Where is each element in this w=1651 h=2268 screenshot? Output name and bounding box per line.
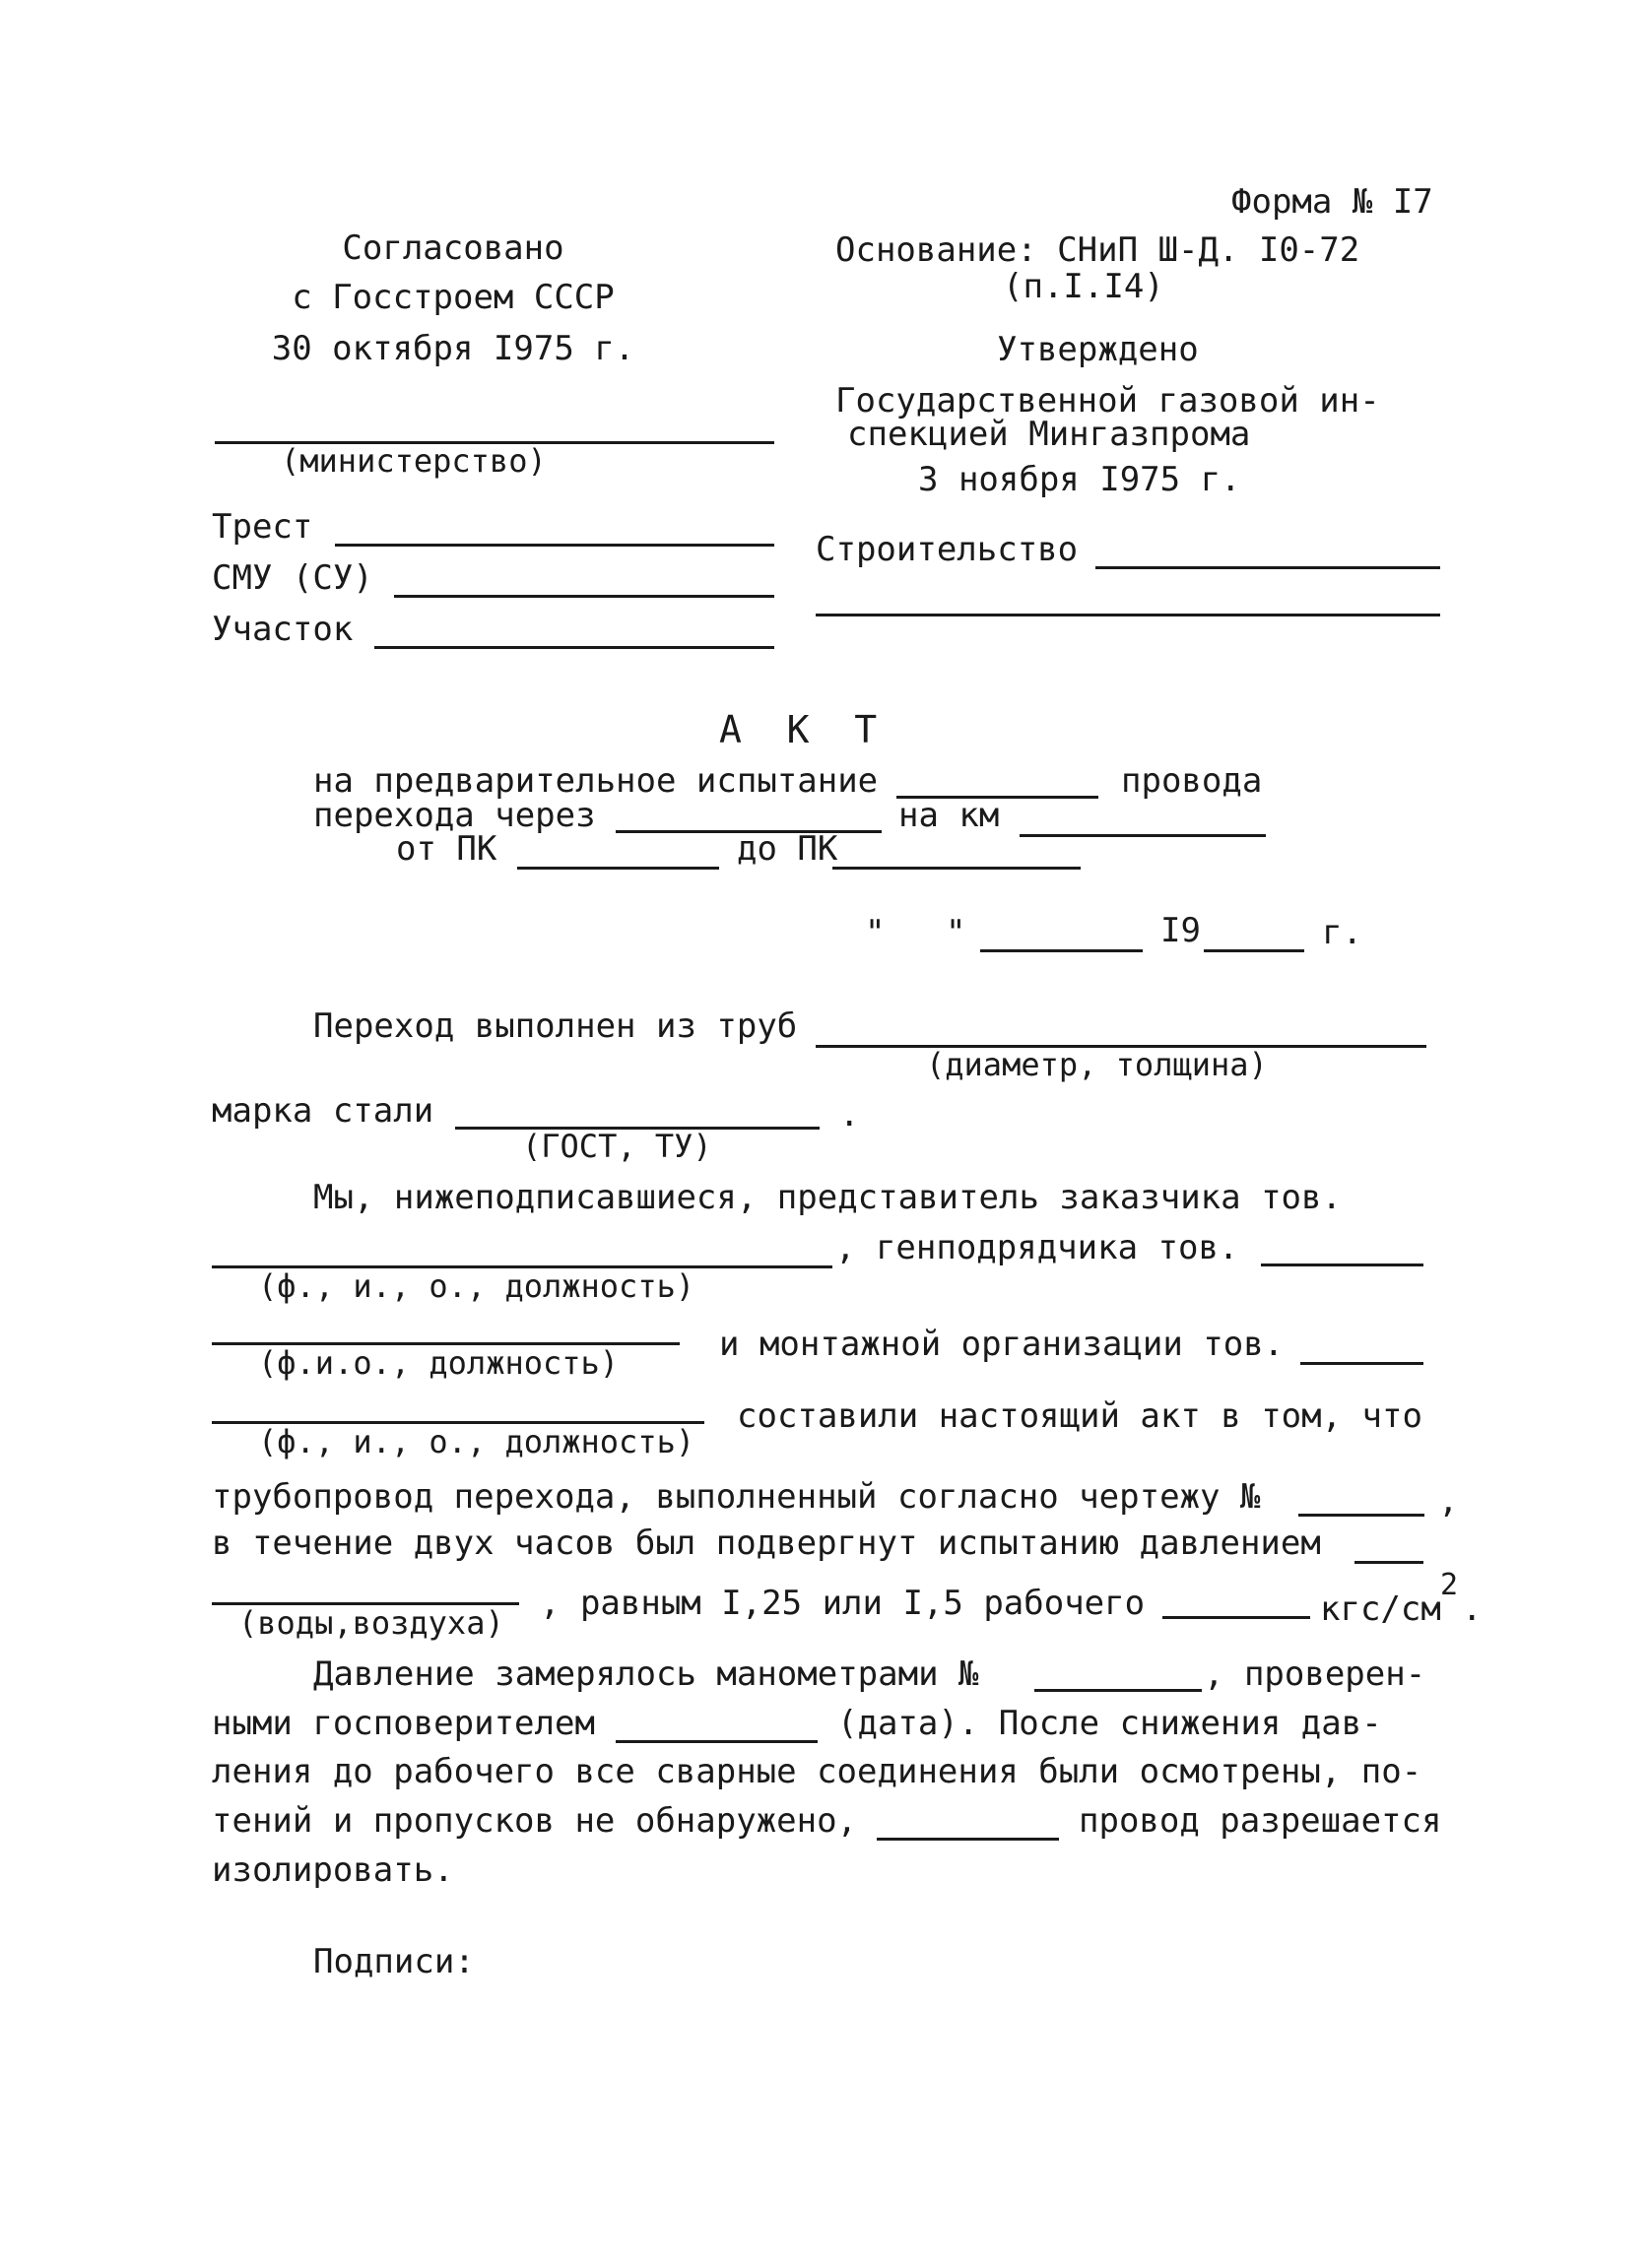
pressure-test-text: в течение двух часов был подвергнут испытанию давлением [212, 1523, 1321, 1563]
fio-caption-2: (ф.и.о., должность) [258, 1344, 620, 1382]
installer-rep-field[interactable] [1300, 1362, 1423, 1365]
drawing-text: трубопровод перехода, выполненный согласно чертежу № [212, 1477, 1261, 1517]
water-air-caption: (воды,воздуха) [238, 1604, 504, 1642]
construction-label: Строительство [816, 530, 1079, 569]
pk-to-label: до ПК [737, 829, 838, 869]
gost-caption: (ГОСТ, ТУ) [522, 1128, 712, 1165]
ministry-caption: (министерство) [281, 442, 547, 480]
pressure-unit: кгс/см [1320, 1589, 1441, 1629]
smu-label: СМУ (СУ) [212, 558, 373, 598]
pressure-medium-field[interactable] [1354, 1561, 1423, 1564]
insulate-text: изолировать. [212, 1850, 454, 1890]
trust-field[interactable] [335, 544, 774, 547]
fio-caption-3: (ф., и., о., должность) [258, 1423, 695, 1460]
act-line2-text: перехода через [313, 796, 596, 835]
approved-authority-line1: Государственной газовой ин- [835, 381, 1380, 421]
verifier-text-end: (дата). После снижения дав- [837, 1704, 1382, 1743]
pressure-unit-dot: . [1462, 1589, 1483, 1629]
date-open-quote: " [865, 913, 886, 952]
smu-field[interactable] [394, 595, 774, 598]
act-title: А К Т [719, 708, 878, 751]
pressure-unit-superscript: 2 [1440, 1568, 1459, 1602]
contractor-rep-field[interactable] [1261, 1264, 1423, 1266]
pipe-text: Переход выполнен из труб [313, 1006, 798, 1046]
manometer-text-end: , проверен- [1204, 1654, 1426, 1694]
km-field[interactable] [1020, 834, 1266, 837]
section-label: Участок [212, 610, 354, 649]
approval-authority: с Госстроем СССР [292, 278, 615, 317]
steel-grade-dot: . [839, 1095, 860, 1134]
date-day-month-field[interactable] [980, 949, 1143, 952]
approved-date: 3 ноября I975 г. [918, 460, 1241, 499]
signatures-label: Подписи: [313, 1942, 475, 1981]
basis-clause: (п.I.I4) [1003, 267, 1164, 306]
approved-authority-line2: спекцией Мингазпрома [847, 415, 1251, 454]
date-year-prefix: I9 [1160, 911, 1201, 950]
steel-grade-label: марка стали [212, 1091, 434, 1131]
basis-reference: Основание: СНиП Ш-Д. I0-72 [835, 230, 1360, 270]
contractor-text: , генподрядчика тов. [835, 1228, 1239, 1267]
installer-text: и монтажной организации тов. [719, 1325, 1285, 1364]
insulation-permitted-text: провод разрешается [1079, 1801, 1442, 1841]
act-line1-text: на предварительное испытание [313, 761, 879, 801]
pk-from-label: от ПК [396, 829, 497, 869]
approved-title: Утверждено [997, 330, 1199, 369]
construction-field-2[interactable] [816, 614, 1440, 616]
verifier-text: ными госповерителем [212, 1704, 595, 1743]
date-year-field[interactable] [1204, 949, 1304, 952]
drawing-number-field[interactable] [1298, 1514, 1424, 1517]
no-leaks-text: тений и пропусков не обнаружено, [212, 1801, 858, 1841]
pressure-ratio-text: , равным I,25 или I,5 рабочего [540, 1584, 1146, 1623]
drawing-comma: , [1438, 1481, 1459, 1521]
pk-from-field[interactable] [517, 867, 719, 870]
pk-to-field[interactable] [832, 867, 1081, 870]
approval-date: 30 октября I975 г. [271, 329, 635, 368]
construction-field[interactable] [1095, 566, 1440, 569]
date-close-quote: " [946, 913, 966, 952]
diameter-caption: (диаметр, толщина) [926, 1046, 1268, 1083]
verification-date-field[interactable] [616, 1740, 818, 1743]
manometer-text: Давление замерялось манометрами № [313, 1654, 979, 1694]
working-pressure-field[interactable] [1162, 1616, 1310, 1619]
trust-label: Трест [212, 507, 313, 547]
pipeline-type-field[interactable] [877, 1838, 1059, 1841]
act-km-label: на км [898, 796, 1000, 835]
approval-title: Согласовано [342, 228, 564, 268]
fio-caption-1: (ф., и., о., должность) [258, 1267, 695, 1305]
representatives-text: Мы, нижеподписавшиеся, представитель заказчика тов. [313, 1178, 1342, 1217]
inspection-text: ления до рабочего все сварные соединения были осмотрены, по- [212, 1752, 1422, 1791]
section-field[interactable] [374, 646, 774, 649]
manometer-number-field[interactable] [1034, 1689, 1202, 1692]
act-line1-end: провода [1121, 761, 1263, 801]
act-drafted-text: составили настоящий акт в том, что [737, 1396, 1422, 1436]
date-year-suffix: г. [1322, 913, 1362, 952]
form-number: Форма № I7 [1231, 182, 1433, 222]
